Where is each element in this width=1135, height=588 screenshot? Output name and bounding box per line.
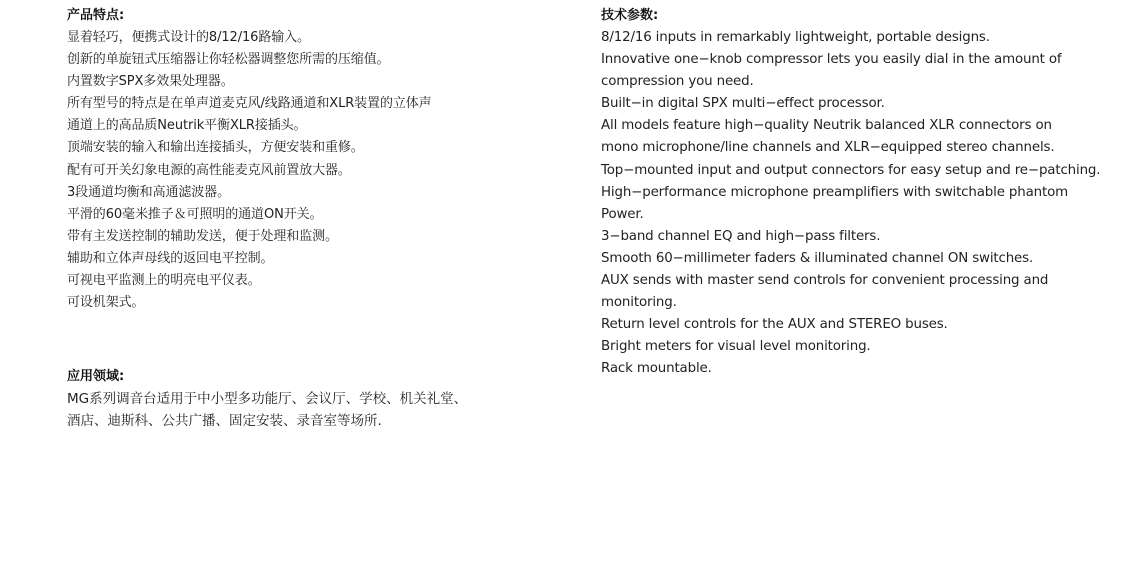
specs-line: Smooth 60−millimeter faders & illuminated channel ON switches. bbox=[601, 250, 1034, 266]
specs-line: 3−band channel EQ and high−pass filters. bbox=[601, 228, 881, 244]
features-line: 带有主发送控制的辅助发送，便于处理和监测。 bbox=[67, 228, 338, 244]
applications-heading: 应用领域: bbox=[67, 369, 125, 384]
features-line: 创新的单旋钮式压缩器让你轻松器调整您所需的压缩值。 bbox=[67, 52, 390, 68]
applications-line: 酒店、迪斯科、公共广播、固定安装、录音室等场所. bbox=[67, 413, 382, 430]
features-line: 通道上的高品质Neutrik平衡XLR接插头。 bbox=[67, 118, 307, 134]
features-list bbox=[67, 27, 537, 314]
specs-line: compression you need. bbox=[601, 74, 754, 90]
specs-line: AUX sends with master send controls for convenient processing and bbox=[601, 273, 1049, 289]
specs-line: 8/12/16 inputs in remarkably lightweight, portable designs. bbox=[601, 30, 990, 45]
applications-section bbox=[67, 366, 537, 432]
specs-heading: 技术参数: bbox=[601, 8, 659, 23]
applications-line: MG系列调音台适用于中小型多功能厅、会议厅、学校、机关礼堂、 bbox=[67, 391, 468, 407]
applications-list bbox=[67, 388, 537, 432]
features-line: 显着轻巧，便携式设计的8/12/16路输入。 bbox=[67, 30, 310, 45]
specs-line: Power. bbox=[601, 206, 644, 222]
features-line: 可设机架式。 bbox=[67, 295, 145, 311]
specs-line: High−performance microphone preamplifiers with switchable phantom bbox=[601, 184, 1069, 200]
features-line: 所有型号的特点是在单声道麦克风/线路通道和XLR装置的立体声 bbox=[67, 96, 432, 112]
features-line: 顶端安装的输入和输出连接插头，方便安装和重修。 bbox=[67, 140, 364, 156]
specs-line: All models feature high−quality Neutrik balanced XLR connectors on bbox=[601, 118, 1052, 134]
specs-line: Bright meters for visual level monitoring. bbox=[601, 339, 871, 355]
specs-line: Innovative one−knob compressor lets you easily dial in the amount of bbox=[601, 52, 1062, 68]
features-line: 3段通道均衡和高通滤波器。 bbox=[67, 184, 230, 200]
specs-line: mono microphone/line channels and XLR−equipped stereo channels. bbox=[601, 140, 1055, 156]
features-line: 可视电平监测上的明亮电平仪表。 bbox=[67, 273, 261, 289]
features-section bbox=[67, 5, 537, 314]
specs-line: Top−mounted input and output connectors for easy setup and re−patching. bbox=[601, 162, 1101, 178]
features-line: 平滑的60毫米推子＆可照明的通道ON开关。 bbox=[67, 206, 323, 222]
specs-line: Built−in digital SPX multi−effect processor. bbox=[601, 96, 885, 112]
features-heading: 产品特点: bbox=[67, 8, 125, 23]
specs-line: Rack mountable. bbox=[601, 361, 712, 377]
specs-list bbox=[601, 27, 1131, 381]
features-line: 辅助和立体声母线的返回电平控制。 bbox=[67, 250, 274, 266]
features-line: 内置数字SPX多效果处理器。 bbox=[67, 74, 234, 90]
specs-line: Return level controls for the AUX and STEREO buses. bbox=[601, 317, 948, 333]
features-line: 配有可开关幻象电源的高性能麦克风前置放大器。 bbox=[67, 162, 351, 178]
specs-section bbox=[601, 5, 1131, 381]
specs-line: monitoring. bbox=[601, 295, 677, 311]
